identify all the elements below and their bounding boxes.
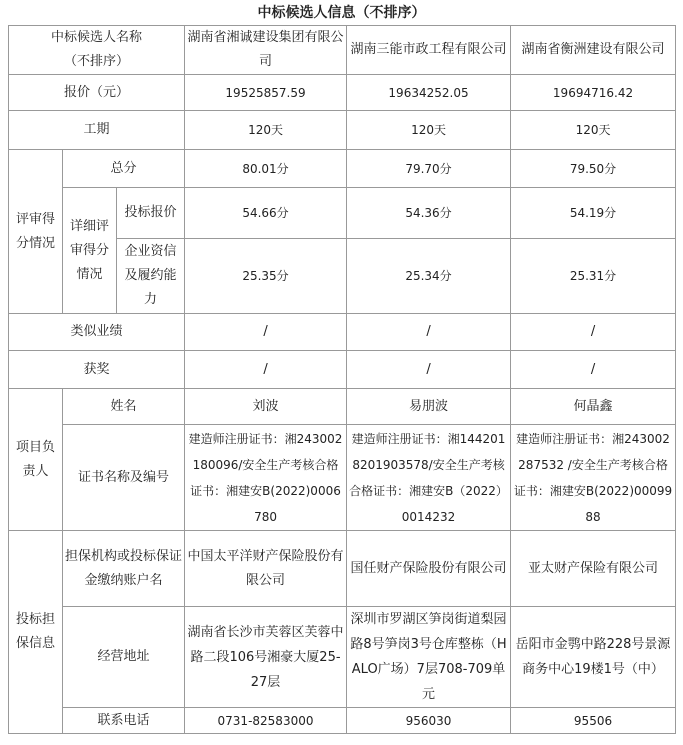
duration-row bbox=[9, 111, 676, 150]
guarantee-address-3: 岳阳市金鹗中路228号景源商务中心19楼1号（中） bbox=[511, 607, 676, 708]
guarantee-phone-row bbox=[9, 708, 676, 734]
similar-performance-label: 类似业绩 bbox=[9, 314, 185, 351]
header-row bbox=[9, 26, 676, 75]
guarantee-institution-2: 国任财产保险股份有限公司 bbox=[347, 531, 511, 607]
similar-performance-2: / bbox=[347, 314, 511, 351]
bid-price-score-row bbox=[9, 188, 676, 239]
guarantee-group-label: 投标担保信息 bbox=[9, 531, 63, 734]
duration-value-2: 120天 bbox=[347, 111, 511, 150]
qualification-score-label: 企业资信及履约能力 bbox=[117, 239, 185, 314]
price-value-3: 19694716.42 bbox=[511, 75, 676, 111]
header-label-cell bbox=[9, 26, 185, 75]
manager-cert-1: 建造师注册证书：湘243002180096/安全生产考核合格证书：湘建安B(2022)0006780 bbox=[185, 425, 347, 531]
guarantee-phone-3: 95506 bbox=[511, 708, 676, 734]
guarantee-institution-1: 中国太平洋财产保险股份有限公司 bbox=[185, 531, 347, 607]
guarantee-institution-label: 担保机构或投标保证金缴纳账户名 bbox=[63, 531, 185, 607]
price-label: 报价（元） bbox=[9, 75, 185, 111]
manager-name-label: 姓名 bbox=[63, 389, 185, 425]
manager-cert-label: 证书名称及编号 bbox=[63, 425, 185, 531]
candidate-name-3: 湖南省衡洲建设有限公司 bbox=[511, 26, 676, 75]
similar-performance-1: / bbox=[185, 314, 347, 351]
similar-performance-3: / bbox=[511, 314, 676, 351]
guarantee-institution-3: 亚太财产保险有限公司 bbox=[511, 531, 676, 607]
detail-score-label: 详细评审得分情况 bbox=[63, 188, 117, 314]
total-score-3: 79.50分 bbox=[511, 150, 676, 188]
manager-name-2: 易朋波 bbox=[347, 389, 511, 425]
awards-row bbox=[9, 351, 676, 389]
bid-price-score-label: 投标报价 bbox=[117, 188, 185, 239]
guarantee-address-row bbox=[9, 607, 676, 708]
manager-name-1: 刘波 bbox=[185, 389, 347, 425]
awards-3: / bbox=[511, 351, 676, 389]
total-score-row bbox=[9, 150, 676, 188]
manager-name-row bbox=[9, 389, 676, 425]
bid-price-score-3: 54.19分 bbox=[511, 188, 676, 239]
bid-price-score-2: 54.36分 bbox=[347, 188, 511, 239]
manager-cert-2: 建造师注册证书：湘1442018201903578/安全生产考核合格证书：湘建安B（2022）0014232 bbox=[347, 425, 511, 531]
guarantee-institution-row bbox=[9, 531, 676, 607]
candidate-name-2: 湖南三能市政工程有限公司 bbox=[347, 26, 511, 75]
total-score-2: 79.70分 bbox=[347, 150, 511, 188]
guarantee-phone-label: 联系电话 bbox=[63, 708, 185, 734]
header-label-line2: （不排序） bbox=[64, 54, 130, 69]
candidate-name-1: 湖南省湘诚建设集团有限公司 bbox=[185, 26, 347, 75]
awards-label: 获奖 bbox=[9, 351, 185, 389]
page-title: 中标候选人信息（不排序） bbox=[257, 5, 426, 21]
qualification-score-1: 25.35分 bbox=[185, 239, 347, 314]
bid-price-score-1: 54.66分 bbox=[185, 188, 347, 239]
manager-cert-row bbox=[9, 425, 676, 531]
duration-value-1: 120天 bbox=[185, 111, 347, 150]
total-score-1: 80.01分 bbox=[185, 150, 347, 188]
guarantee-phone-1: 0731-82583000 bbox=[185, 708, 347, 734]
qualification-score-2: 25.34分 bbox=[347, 239, 511, 314]
guarantee-address-2: 深圳市罗湖区笋岗街道梨园路8号笋岗3号仓库整栋（HALO广场）7层708-709单元 bbox=[347, 607, 511, 708]
guarantee-address-label: 经营地址 bbox=[63, 607, 185, 708]
manager-cert-3: 建造师注册证书：湘243002287532 /安全生产考核合格证书：湘建安B(2022)0009988 bbox=[511, 425, 676, 531]
duration-value-3: 120天 bbox=[511, 111, 676, 150]
duration-label: 工期 bbox=[9, 111, 185, 150]
price-row bbox=[9, 75, 676, 111]
header-label-line1: 中标候选人名称 bbox=[51, 30, 143, 45]
evaluation-group-label: 评审得分情况 bbox=[9, 150, 63, 314]
candidate-table bbox=[8, 25, 676, 734]
manager-group-label: 项目负责人 bbox=[9, 389, 63, 531]
manager-name-3: 何晶鑫 bbox=[511, 389, 676, 425]
similar-performance-row bbox=[9, 314, 676, 351]
qualification-score-3: 25.31分 bbox=[511, 239, 676, 314]
price-value-2: 19634252.05 bbox=[347, 75, 511, 111]
price-value-1: 19525857.59 bbox=[185, 75, 347, 111]
total-score-label: 总分 bbox=[63, 150, 185, 188]
awards-1: / bbox=[185, 351, 347, 389]
guarantee-address-1: 湖南省长沙市芙蓉区芙蓉中路二段106号湘豪大厦25-27层 bbox=[185, 607, 347, 708]
awards-2: / bbox=[347, 351, 511, 389]
guarantee-phone-2: 956030 bbox=[347, 708, 511, 734]
